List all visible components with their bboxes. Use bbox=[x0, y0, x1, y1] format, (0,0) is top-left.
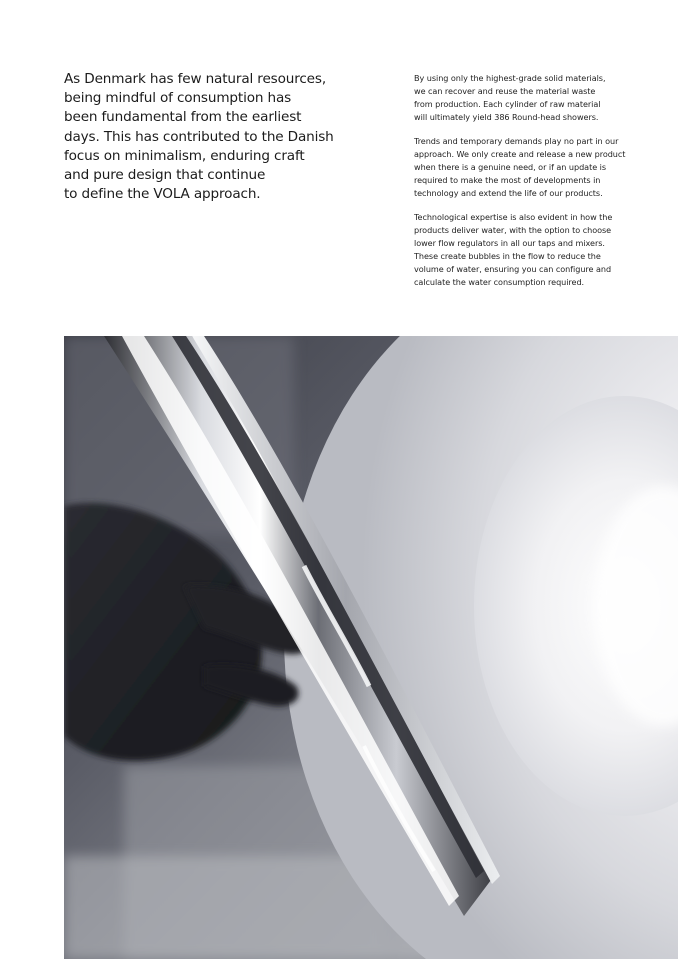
intro-line: and pure design that continue bbox=[64, 167, 266, 184]
body-line: from production. Each cylinder of raw material bbox=[414, 98, 601, 109]
intro-line: days. This has contributed to the Danish bbox=[64, 128, 334, 145]
intro-line: being mindful of consumption has bbox=[64, 90, 292, 107]
body-line: when there is a genuine need, or if an update is bbox=[414, 161, 607, 172]
polishing-disc-illustration bbox=[64, 336, 678, 959]
body-paragraph-technology bbox=[414, 211, 664, 288]
body-text-column bbox=[414, 72, 664, 300]
body-paragraph-trends bbox=[414, 135, 664, 200]
body-line: These create bubbles in the flow to reduce the bbox=[414, 250, 601, 261]
body-line: required to make the most of developments in bbox=[414, 174, 601, 185]
body-paragraph-materials bbox=[414, 72, 664, 124]
intro-line: to define the VOLA approach. bbox=[64, 186, 261, 203]
body-line: approach. We only create and release a new product bbox=[414, 149, 626, 160]
intro-statement bbox=[64, 70, 364, 204]
body-line: will ultimately yield 386 Round-head showers. bbox=[414, 111, 599, 122]
body-line: Technological expertise is also evident in how the bbox=[414, 212, 613, 223]
intro-line: been fundamental from the earliest bbox=[64, 109, 302, 126]
body-line: volume of water, ensuring you can configure and bbox=[414, 263, 612, 274]
body-line: Trends and temporary demands play no part in our bbox=[414, 136, 619, 147]
intro-line: As Denmark has few natural resources, bbox=[64, 71, 326, 87]
body-line: technology and extend the life of our products. bbox=[414, 187, 603, 198]
production-photo bbox=[64, 336, 678, 959]
body-line: we can recover and reuse the material waste bbox=[414, 85, 596, 96]
body-line: lower flow regulators in all our taps and mixers. bbox=[414, 237, 605, 248]
intro-line: focus on minimalism, enduring craft bbox=[64, 147, 305, 164]
body-line: By using only the highest-grade solid materials, bbox=[414, 73, 606, 83]
body-line: calculate the water consumption required. bbox=[414, 276, 585, 287]
body-line: products deliver water, with the option to choose bbox=[414, 225, 612, 236]
